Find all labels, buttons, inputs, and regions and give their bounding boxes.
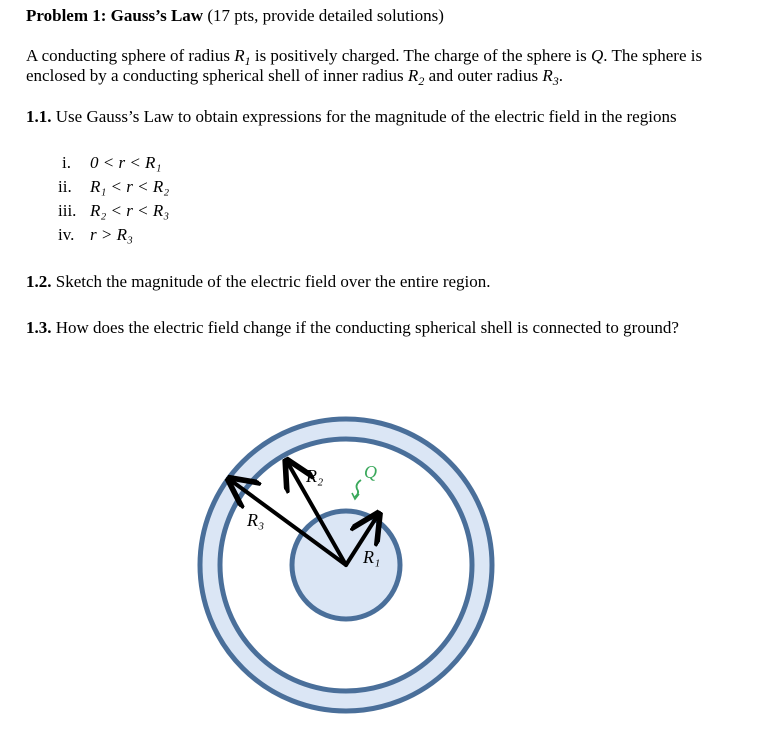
label-r3: R₃	[247, 510, 265, 530]
region-label: iii.	[58, 201, 77, 220]
label-r2: R₂	[306, 466, 324, 486]
question-number: 1.3.	[26, 318, 52, 337]
region-label: iv.	[58, 225, 75, 244]
region-label: i.	[62, 153, 71, 172]
region-expr: R₁ < r < R₂	[90, 177, 170, 196]
symbol-q: Q	[590, 46, 604, 65]
symbol-r1: $R_1$	[234, 46, 251, 68]
intro-text: is positively charged. The charge of the sphere is	[250, 46, 591, 65]
intro-text: A conducting sphere of radius	[26, 46, 235, 65]
label-q: Q	[364, 462, 377, 482]
intro-text: and outer radius	[424, 66, 543, 85]
question-text: Use Gauss’s Law to obtain expressions for the magnitude of the electric field in the regions	[51, 107, 677, 126]
problem-title: Problem 1: Gauss’s Law	[26, 6, 204, 25]
question-text: Sketch the magnitude of the electric field over the entire region.	[51, 272, 491, 291]
question-text: How does the electric field change if the conducting spherical shell is connected to ground?	[51, 318, 679, 337]
region-expr: R₂ < r < R₃	[90, 201, 170, 220]
region-expr: r > R₃	[90, 225, 133, 244]
intro-text: . The sphere is	[603, 46, 703, 65]
question-number: 1.1.	[26, 107, 52, 126]
label-r1: R₁	[363, 547, 381, 567]
intro-text: .	[558, 66, 563, 85]
problem-points: (17 pts, provide detailed solutions)	[203, 6, 444, 25]
symbol-r2: $R_2$	[407, 66, 425, 88]
region-expr: 0 < r < R₁	[90, 153, 162, 172]
symbol-r3: $R_3$	[542, 66, 559, 88]
region-label: ii.	[58, 177, 72, 196]
intro-text: enclosed by a conducting spherical shell of inner radius	[26, 66, 408, 85]
question-number: 1.2.	[26, 272, 52, 291]
